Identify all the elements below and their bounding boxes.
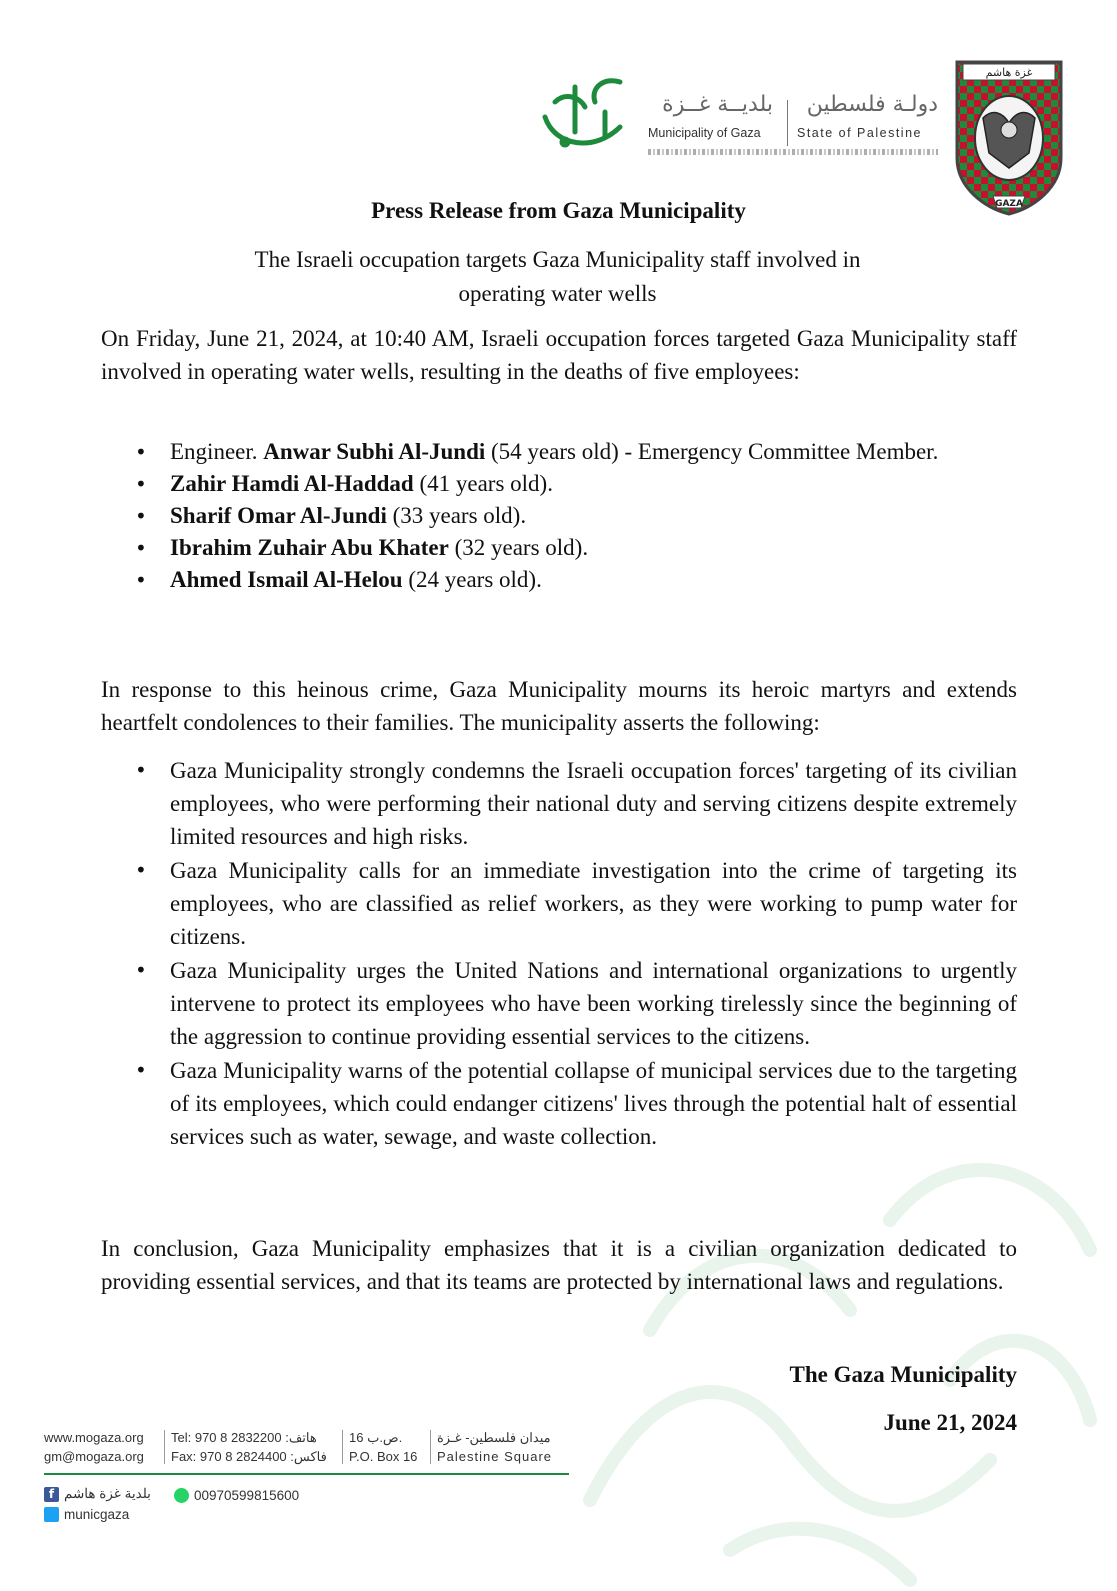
gaza-emblem xyxy=(953,58,1065,216)
list-item: • Ibrahim Zuhair Abu Khater (32 years old). xyxy=(101,533,1017,563)
footer-divider xyxy=(430,1430,431,1464)
facebook-icon: f xyxy=(44,1487,59,1502)
po-box-arabic: 16 ص.ب. xyxy=(349,1430,403,1445)
decorative-line xyxy=(648,149,938,155)
footer-rule xyxy=(44,1473,569,1475)
list-item: • Zahir Hamdi Al-Haddad (41 years old). xyxy=(101,469,1017,499)
victim-name: Ahmed Ismail Al-Helou xyxy=(170,567,403,592)
municipality-name-english: Municipality of Gaza xyxy=(648,126,761,140)
address-arabic: ميدان فلسطين- غـزة xyxy=(437,1430,551,1445)
fax: Fax: 970 8 2824400 :فاكس xyxy=(171,1449,327,1464)
assertions-list xyxy=(101,754,1017,1154)
victim-name: Anwar Subhi Al-Jundi xyxy=(263,439,486,464)
victim-name: Sharif Omar Al-Jundi xyxy=(170,503,387,528)
victims-list xyxy=(101,437,1017,597)
subtitle-line: The Israeli occupation targets Gaza Municipality staff involved in xyxy=(254,247,861,272)
facebook-link[interactable]: f بلدية غزة هاشم xyxy=(44,1486,151,1502)
intro-paragraph: On Friday, June 21, 2024, at 10:40 AM, Israeli occupation forces targeted Gaza Municipality staff involved in operating water wells, resulting in the deaths of five employees: xyxy=(101,326,1017,384)
signature-date: June 21, 2024 xyxy=(883,1410,1017,1435)
emblem-bottom-text: GAZA xyxy=(995,199,1023,209)
po-box: P.O. Box 16 xyxy=(349,1449,418,1464)
list-item: • Engineer. Anwar Subhi Al-Jundi (54 years old) - Emergency Committee Member. xyxy=(101,437,1017,467)
list-item: • Gaza Municipality calls for an immediate investigation into the crime of targeting its employees, who are classified as relief workers, as they were working to pump water for citizens. xyxy=(101,854,1017,953)
victim-name: Zahir Hamdi Al-Haddad xyxy=(170,471,414,496)
twitter-link[interactable]: municgaza xyxy=(44,1507,129,1522)
website-link[interactable]: www.mogaza.org xyxy=(44,1430,144,1445)
conclusion-paragraph: In conclusion, Gaza Municipality emphasizes that it is a civilian organization dedicated to providing essential services, and that its teams are protected by international laws and regulations. xyxy=(101,1236,1017,1294)
state-name-english: State of Palestine xyxy=(797,126,922,140)
email-link[interactable]: gm@mogaza.org xyxy=(44,1449,144,1464)
telephone: Tel: 970 8 2832200 :هاتف xyxy=(171,1430,317,1445)
document-subtitle xyxy=(200,243,915,311)
footer-divider xyxy=(164,1430,165,1464)
calligraphy-logo xyxy=(535,72,630,157)
victim-name: Ibrahim Zuhair Abu Khater xyxy=(170,535,449,560)
list-item: • Ahmed Ismail Al-Helou (24 years old). xyxy=(101,565,1017,595)
signature: The Gaza Municipality xyxy=(789,1362,1017,1387)
letterhead xyxy=(0,0,1117,220)
address: Palestine Square xyxy=(437,1449,553,1464)
emblem-top-text: غزة هاشم xyxy=(985,66,1033,79)
whatsapp-link[interactable]: 00970599815600 xyxy=(174,1488,299,1503)
document-title: Press Release from Gaza Municipality xyxy=(371,198,746,223)
list-item: • Gaza Municipality strongly condemns the Israeli occupation forces' targeting of its civilian employees, who were performing their national duty and serving citizens despite extremely limited resources and high risks. xyxy=(101,754,1017,853)
list-item: • Gaza Municipality warns of the potential collapse of municipal services due to the targeting of its employees, which could endanger citizens' lives through the potential halt of essential services such as water, sewage, and waste collection. xyxy=(101,1054,1017,1153)
response-paragraph: In response to this heinous crime, Gaza Municipality mourns its heroic martyrs and extends heartfelt condolences to their families. The municipality asserts the following: xyxy=(101,677,1017,735)
subtitle-line: operating water wells xyxy=(458,281,657,306)
municipality-name-arabic: بلديــة غــزة xyxy=(662,92,773,117)
state-name-arabic: دولـة فلسطين xyxy=(806,92,938,117)
footer-divider xyxy=(342,1430,343,1464)
twitter-icon xyxy=(44,1507,59,1522)
header-divider xyxy=(787,100,788,146)
list-item: • Gaza Municipality urges the United Nations and international organizations to urgently intervene to protect its employees who have been working tirelessly since the beginning of the aggression to continue providing essential services to the citizens. xyxy=(101,954,1017,1053)
list-item: • Sharif Omar Al-Jundi (33 years old). xyxy=(101,501,1017,531)
watermark-calligraphy xyxy=(530,1080,1117,1590)
whatsapp-icon xyxy=(174,1488,189,1503)
municipality-identity xyxy=(648,92,938,162)
